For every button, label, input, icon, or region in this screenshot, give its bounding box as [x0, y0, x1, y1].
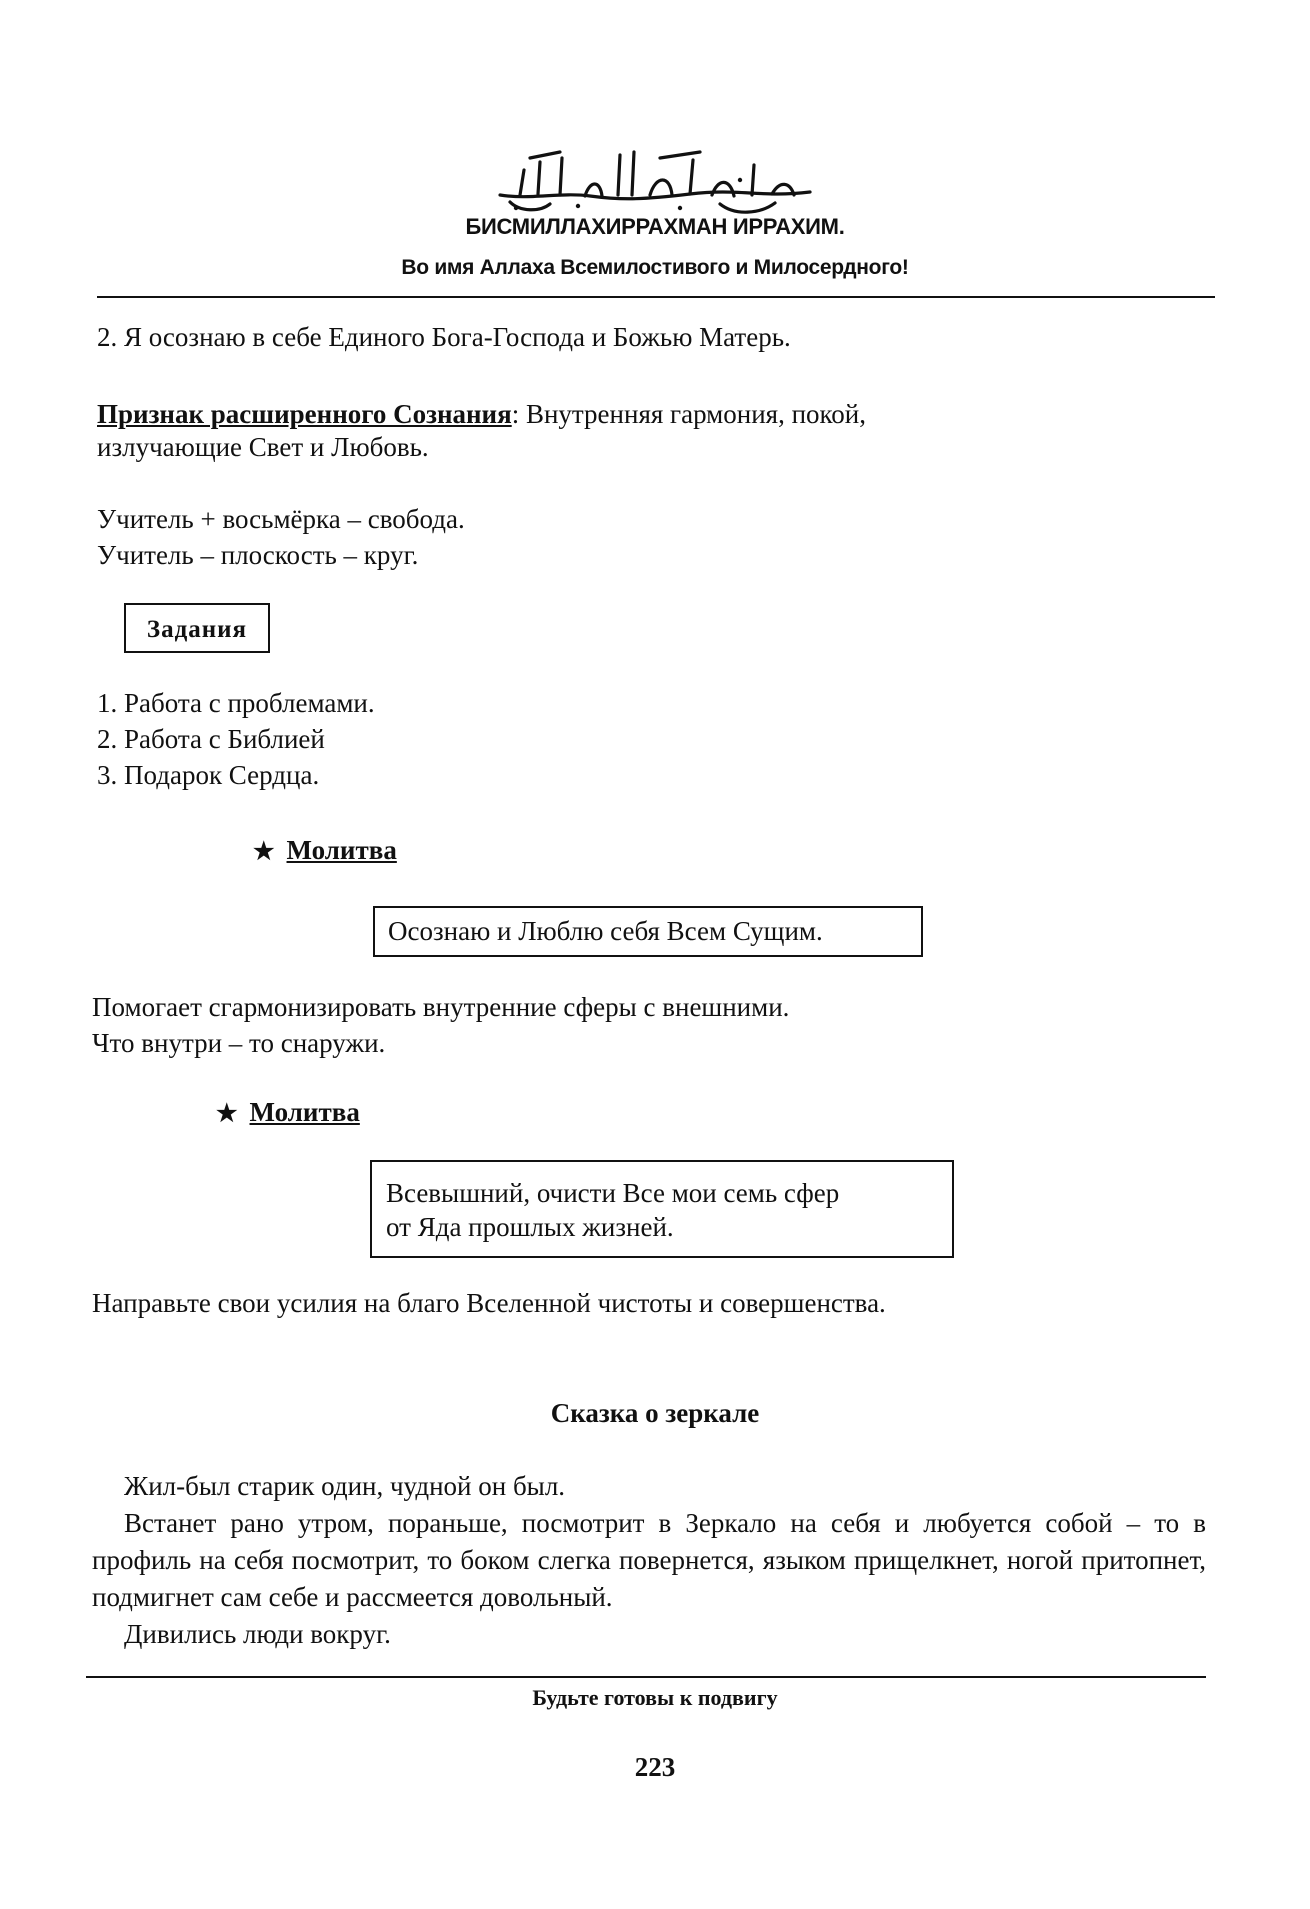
tasks-label: Задания: [146, 616, 248, 643]
sign-text-2: излучающие Свет и Любовь.: [97, 432, 429, 462]
prayer-1-note-1: Помогает сгармонизировать внутренние сферы с внешними.: [92, 992, 790, 1022]
bismillah-title: БИСМИЛЛАХИРРАХМАН ИРРАХИМ.: [465, 214, 845, 239]
sign-label: Признак расширенного Сознания: [97, 399, 512, 429]
prayer-heading-text: Молитва: [249, 1097, 360, 1127]
star-icon: ★: [216, 1101, 238, 1127]
task-item: 1. Работа с проблемами.: [97, 688, 375, 718]
story-title: Сказка о зеркале: [550, 1398, 760, 1428]
star-icon: ★: [253, 839, 275, 865]
prayer-heading-2: [216, 1097, 360, 1128]
prayer-1-note-2: Что внутри – то снаружи.: [92, 1028, 386, 1058]
footer-title: Будьте готовы к подвигу: [532, 1685, 778, 1710]
tasks-box: [124, 603, 270, 653]
task-item: 3. Подарок Сердца.: [97, 760, 320, 790]
bismillah-subtitle: Во имя Аллаха Всемилостивого и Милосердного!: [401, 256, 909, 279]
footer-divider: [86, 1676, 1206, 1678]
story-paragraph: Жил-был старик один, чудной он был.: [124, 1471, 566, 1501]
story-text: [92, 1468, 1206, 1653]
story-paragraph: Дивились люди вокруг.: [124, 1619, 391, 1649]
direct-effort: Направьте свои усилия на благо Вселенной чистоты и совершенства.: [92, 1288, 886, 1318]
prayer-2-line-2: от Яда прошлых жизней.: [386, 1212, 674, 1242]
teacher-line-1: Учитель + восьмёрка – свобода.: [97, 504, 465, 534]
sign-text: : Внутренняя гармония, покой,: [511, 399, 866, 429]
prayer-2-line-1: Всевышний, очисти Все мои семь сфер: [386, 1178, 840, 1208]
prayer-box-2: [370, 1160, 954, 1258]
prayer-text-1: Осознаю и Люблю себя Всем Сущим.: [388, 916, 823, 946]
prayer-heading-text: Молитва: [286, 835, 397, 865]
story-paragraph: Встанет рано утром, пораньше, посмотрит в Зеркало на себя и любуется собой – то в профиль на себя посмотрит, то боком слегка повернется, языком прищелкнет, ногой притопнет, подмигнет сам себе и рассмеется довольный.: [92, 1508, 1206, 1612]
item-2: 2. Я осознаю в себе Единого Бога-Господа и Божью Матерь.: [97, 322, 791, 352]
bismillah-calligraphy: [490, 140, 820, 220]
teacher-line-2: Учитель – плоскость – круг.: [97, 540, 419, 570]
header-divider: [97, 296, 1215, 298]
prayer-heading-1: [253, 835, 397, 866]
prayer-box-1: [373, 906, 923, 957]
page-number: 223: [634, 1752, 676, 1782]
sign-line: [97, 397, 866, 431]
task-item: 2. Работа с Библией: [97, 724, 325, 754]
